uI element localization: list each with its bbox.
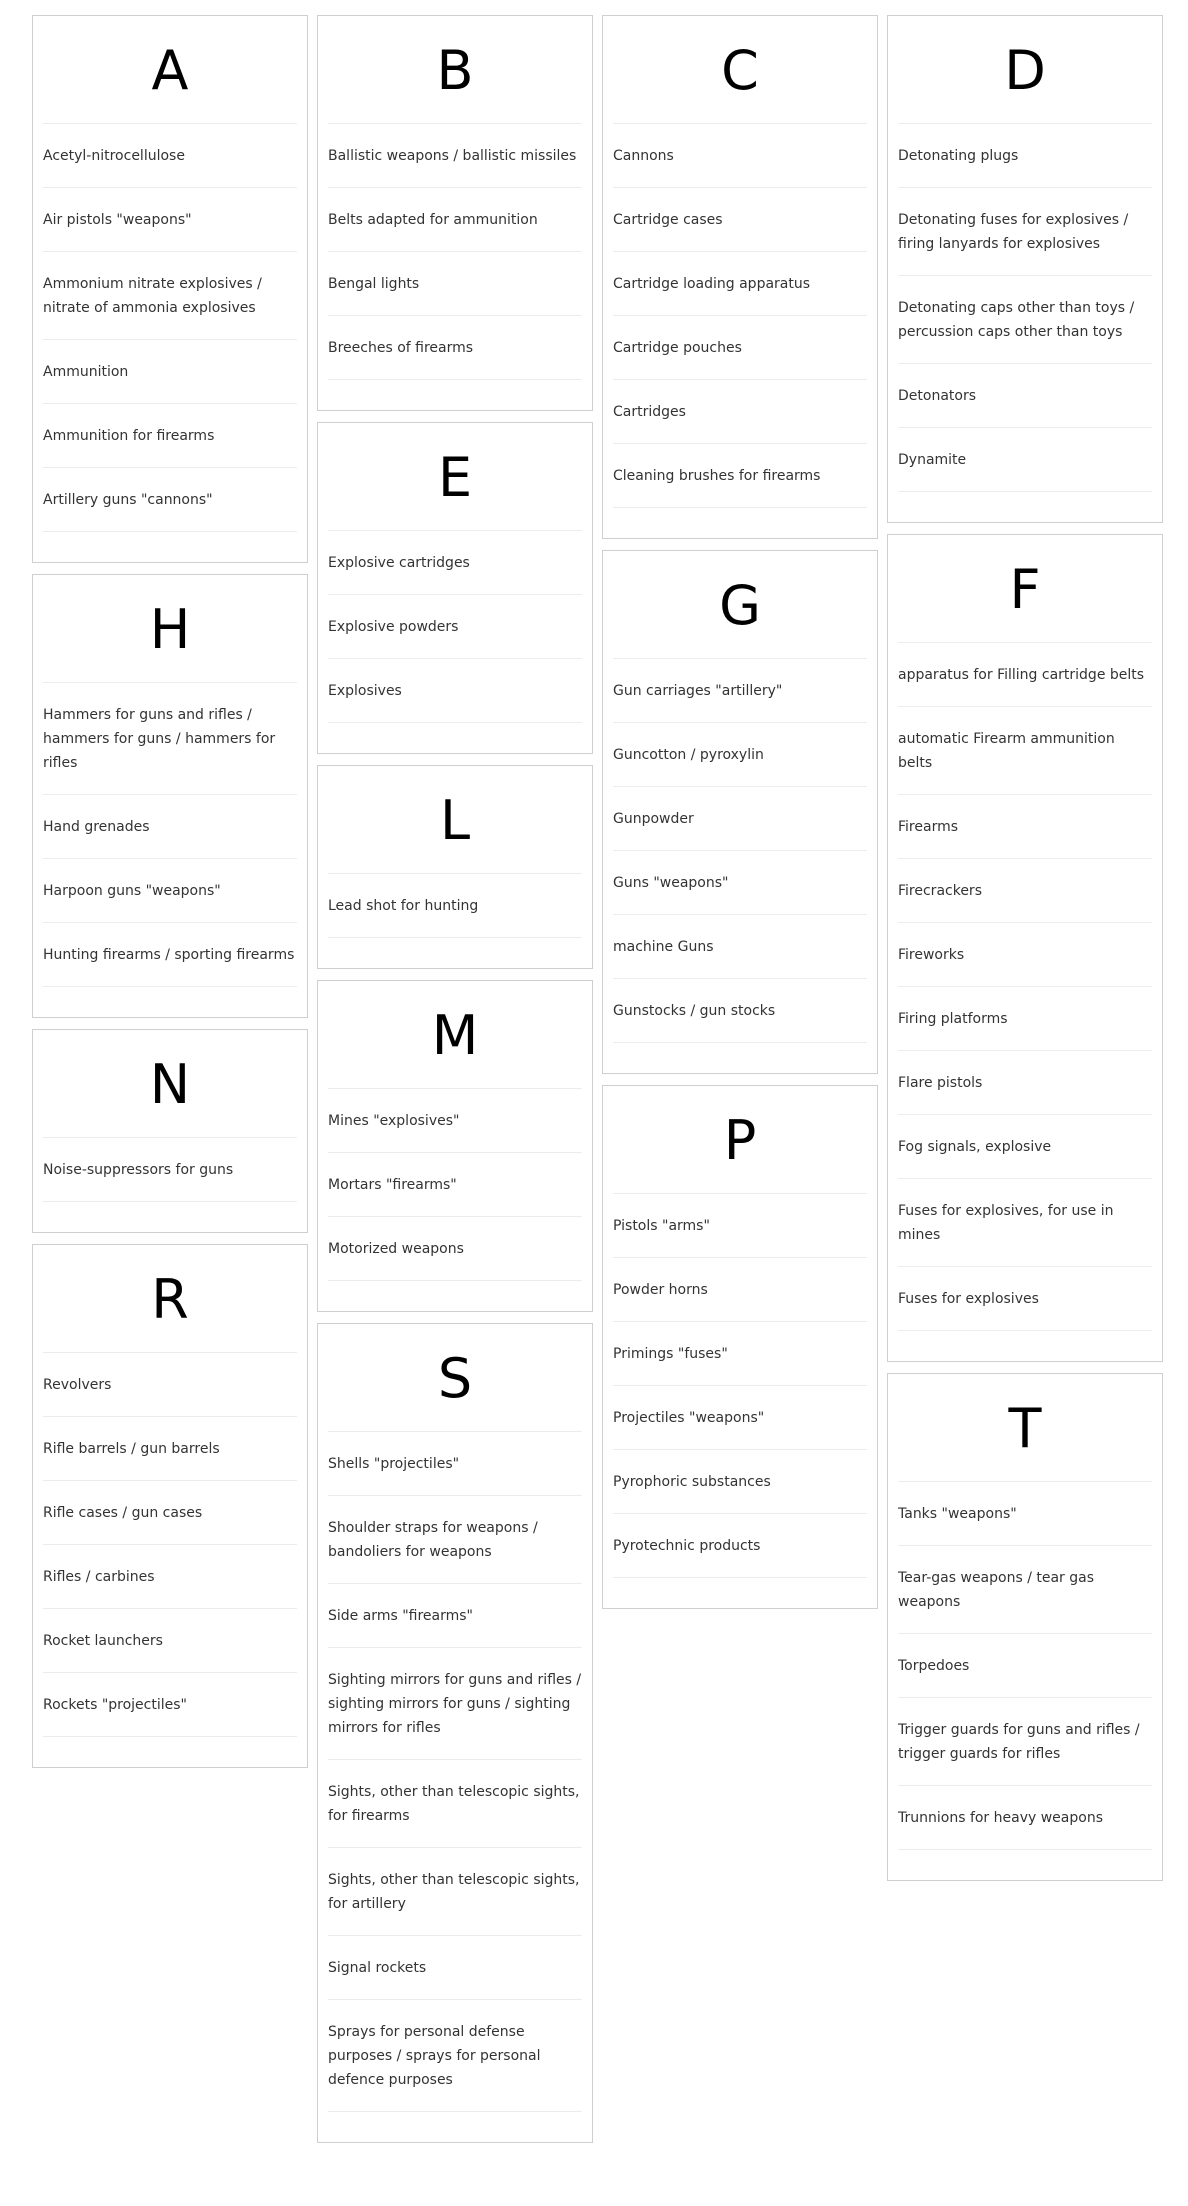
term-link[interactable]: Sights, other than telescopic sights, for firearms	[328, 1760, 582, 1848]
column-2	[317, 15, 593, 2154]
term-link[interactable]: Gunpowder	[613, 787, 867, 851]
term-link[interactable]: Trunnions for heavy weapons	[898, 1786, 1152, 1850]
term-link[interactable]: Side arms "firearms"	[328, 1584, 582, 1648]
letter-card-e	[317, 422, 593, 754]
letter-card-b	[317, 15, 593, 411]
letter-card-s	[317, 1323, 593, 2143]
letter-heading: M	[328, 981, 582, 1089]
term-link[interactable]: Cartridge cases	[613, 188, 867, 252]
term-link[interactable]: automatic Firearm ammunition belts	[898, 707, 1152, 795]
letter-heading: G	[613, 551, 867, 659]
term-link[interactable]: Revolvers	[43, 1353, 297, 1417]
term-link[interactable]: Hunting firearms / sporting firearms	[43, 923, 297, 987]
term-link[interactable]: Shells "projectiles"	[328, 1432, 582, 1496]
letter-card-n	[32, 1029, 308, 1233]
term-link[interactable]: Rifles / carbines	[43, 1545, 297, 1609]
term-link[interactable]: Air pistols "weapons"	[43, 188, 297, 252]
term-link[interactable]: Explosive powders	[328, 595, 582, 659]
term-link[interactable]: Firearms	[898, 795, 1152, 859]
term-link[interactable]: Mortars "firearms"	[328, 1153, 582, 1217]
term-link[interactable]: Pistols "arms"	[613, 1194, 867, 1258]
term-link[interactable]: Ammunition for firearms	[43, 404, 297, 468]
term-link[interactable]: Pyrophoric substances	[613, 1450, 867, 1514]
term-link[interactable]: Acetyl-nitrocellulose	[43, 124, 297, 188]
term-link[interactable]: Dynamite	[898, 428, 1152, 492]
term-link[interactable]: Tanks "weapons"	[898, 1482, 1152, 1546]
letter-heading: L	[328, 766, 582, 874]
term-link[interactable]: Fireworks	[898, 923, 1152, 987]
term-link[interactable]: Hammers for guns and rifles / hammers for guns / hammers for rifles	[43, 683, 297, 795]
letter-card-t	[887, 1373, 1163, 1881]
term-link[interactable]: Harpoon guns "weapons"	[43, 859, 297, 923]
term-link[interactable]: Lead shot for hunting	[328, 874, 582, 938]
letter-heading: R	[43, 1245, 297, 1353]
term-link[interactable]: Projectiles "weapons"	[613, 1386, 867, 1450]
term-link[interactable]: Signal rockets	[328, 1936, 582, 2000]
term-link[interactable]: Bengal lights	[328, 252, 582, 316]
term-link[interactable]: Noise-suppressors for guns	[43, 1138, 297, 1202]
letter-heading: T	[898, 1374, 1152, 1482]
term-link[interactable]: machine Guns	[613, 915, 867, 979]
term-link[interactable]: Guncotton / pyroxylin	[613, 723, 867, 787]
letter-heading: C	[613, 16, 867, 124]
term-link[interactable]: Fuses for explosives, for use in mines	[898, 1179, 1152, 1267]
letter-heading: N	[43, 1030, 297, 1138]
letter-card-h	[32, 574, 308, 1018]
letter-heading: F	[898, 535, 1152, 643]
term-link[interactable]: Gunstocks / gun stocks	[613, 979, 867, 1043]
term-link[interactable]: Cartridge loading apparatus	[613, 252, 867, 316]
letter-card-a	[32, 15, 308, 563]
column-4	[887, 15, 1163, 1892]
term-link[interactable]: Detonators	[898, 364, 1152, 428]
term-link[interactable]: Flare pistols	[898, 1051, 1152, 1115]
term-link[interactable]: Sprays for personal defense purposes / sprays for personal defence purposes	[328, 2000, 582, 2112]
term-link[interactable]: Gun carriages "artillery"	[613, 659, 867, 723]
term-link[interactable]: Cartridge pouches	[613, 316, 867, 380]
letter-heading: D	[898, 16, 1152, 124]
term-link[interactable]: Detonating plugs	[898, 124, 1152, 188]
letter-card-f	[887, 534, 1163, 1362]
letter-heading: B	[328, 16, 582, 124]
term-link[interactable]: Explosives	[328, 659, 582, 723]
term-link[interactable]: Breeches of firearms	[328, 316, 582, 380]
term-link[interactable]: Primings "fuses"	[613, 1322, 867, 1386]
term-link[interactable]: Sights, other than telescopic sights, for artillery	[328, 1848, 582, 1936]
term-link[interactable]: apparatus for Filling cartridge belts	[898, 643, 1152, 707]
column-3	[602, 15, 878, 1620]
term-link[interactable]: Firing platforms	[898, 987, 1152, 1051]
term-link[interactable]: Rifle barrels / gun barrels	[43, 1417, 297, 1481]
letter-card-r	[32, 1244, 308, 1768]
term-link[interactable]: Detonating fuses for explosives / firing lanyards for explosives	[898, 188, 1152, 276]
term-link[interactable]: Rifle cases / gun cases	[43, 1481, 297, 1545]
term-link[interactable]: Artillery guns "cannons"	[43, 468, 297, 532]
term-link[interactable]: Fuses for explosives	[898, 1267, 1152, 1331]
letter-heading: S	[328, 1324, 582, 1432]
term-link[interactable]: Cartridges	[613, 380, 867, 444]
term-link[interactable]: Guns "weapons"	[613, 851, 867, 915]
term-link[interactable]: Ballistic weapons / ballistic missiles	[328, 124, 582, 188]
letter-card-l	[317, 765, 593, 969]
column-1	[32, 15, 308, 1779]
term-link[interactable]: Pyrotechnic products	[613, 1514, 867, 1578]
term-link[interactable]: Cleaning brushes for firearms	[613, 444, 867, 508]
term-link[interactable]: Shoulder straps for weapons / bandoliers for weapons	[328, 1496, 582, 1584]
term-link[interactable]: Rocket launchers	[43, 1609, 297, 1673]
term-link[interactable]: Tear-gas weapons / tear gas weapons	[898, 1546, 1152, 1634]
term-link[interactable]: Motorized weapons	[328, 1217, 582, 1281]
term-link[interactable]: Ammunition	[43, 340, 297, 404]
letter-card-c	[602, 15, 878, 539]
term-link[interactable]: Hand grenades	[43, 795, 297, 859]
term-link[interactable]: Torpedoes	[898, 1634, 1152, 1698]
letter-heading: H	[43, 575, 297, 683]
term-link[interactable]: Belts adapted for ammunition	[328, 188, 582, 252]
term-link[interactable]: Detonating caps other than toys / percussion caps other than toys	[898, 276, 1152, 364]
letter-heading: P	[613, 1086, 867, 1194]
letter-card-p	[602, 1085, 878, 1609]
term-link[interactable]: Explosive cartridges	[328, 531, 582, 595]
term-link[interactable]: Trigger guards for guns and rifles / trigger guards for rifles	[898, 1698, 1152, 1786]
letter-card-g	[602, 550, 878, 1074]
term-link[interactable]: Mines "explosives"	[328, 1089, 582, 1153]
term-link[interactable]: Ammonium nitrate explosives / nitrate of ammonia explosives	[43, 252, 297, 340]
term-link[interactable]: Rockets "projectiles"	[43, 1673, 297, 1737]
term-link[interactable]: Powder horns	[613, 1258, 867, 1322]
letter-heading: A	[43, 16, 297, 124]
letter-card-m	[317, 980, 593, 1312]
term-link[interactable]: Fog signals, explosive	[898, 1115, 1152, 1179]
term-link[interactable]: Firecrackers	[898, 859, 1152, 923]
term-link[interactable]: Sighting mirrors for guns and rifles / sighting mirrors for guns / sighting mirrors for rifles	[328, 1648, 582, 1760]
letter-card-d	[887, 15, 1163, 523]
term-link[interactable]: Cannons	[613, 124, 867, 188]
letter-heading: E	[328, 423, 582, 531]
